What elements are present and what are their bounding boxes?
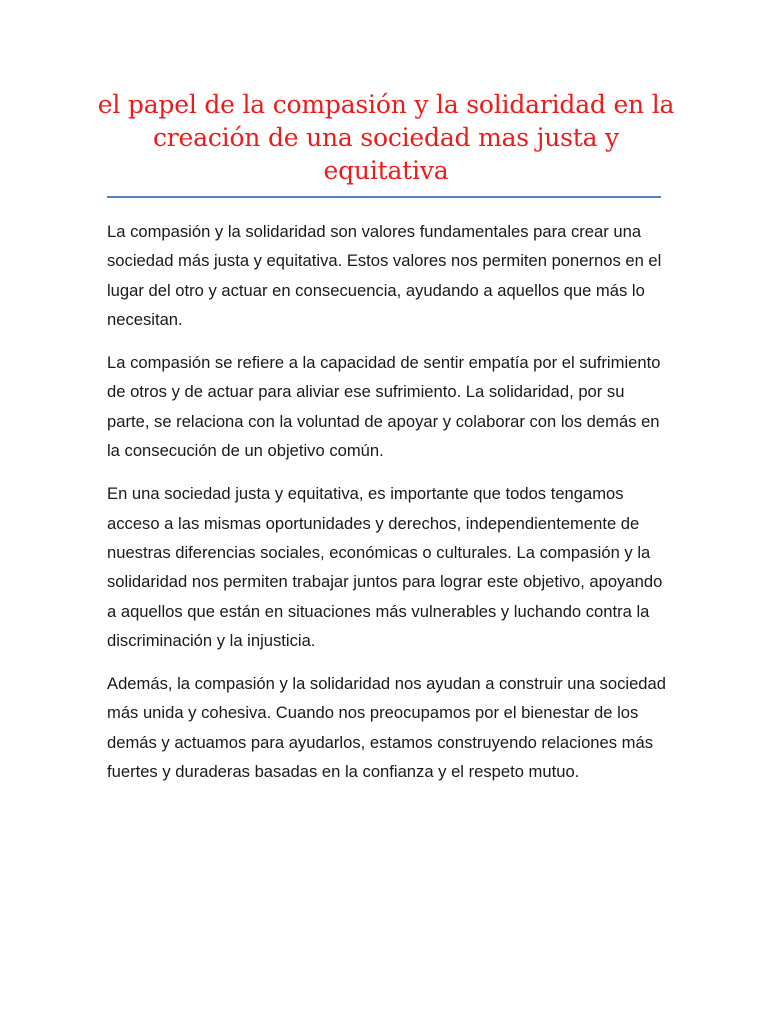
document-title: el papel de la compasión y la solidaridad en la creación de una sociedad mas justa y equitativa	[97, 90, 675, 185]
paragraph-1: La compasión y la solidaridad son valores fundamentales para crear una sociedad más justa y equitativa. Estos valores nos permiten ponernos en el lugar del otro y actuar en consecuencia, ayudando a aquellos que más lo necesitan.	[107, 222, 662, 329]
paragraph-3: En una sociedad justa y equitativa, es importante que todos tengamos acceso a las mismas oportunidades y derechos, independientemente de nuestras diferencias sociales, económicas o culturales. La compasión y la solidaridad nos permiten trabajar juntos para lograr este objetivo, apoyando a aquellos que están en situaciones más vulnerables y luchando contra la discriminación y la injusticia.	[107, 484, 663, 650]
paragraph-4: Además, la compasión y la solidaridad nos ayudan a construir una sociedad más unida y cohesiva. Cuando nos preocupamos por el bienestar de los demás y actuamos para ayudarlos, estamos construyendo relaciones más fuertes y duraderas basadas en la confianza y el respeto mutuo.	[107, 674, 666, 782]
document-body	[107, 217, 667, 800]
title-divider	[107, 196, 661, 198]
paragraph-2: La compasión se refiere a la capacidad de sentir empatía por el sufrimiento de otros y de actuar para aliviar ese sufrimiento. La solidaridad, por su parte, se relaciona con la voluntad de apoyar y colaborar con los demás en la consecución de un objetivo común.	[107, 353, 661, 461]
